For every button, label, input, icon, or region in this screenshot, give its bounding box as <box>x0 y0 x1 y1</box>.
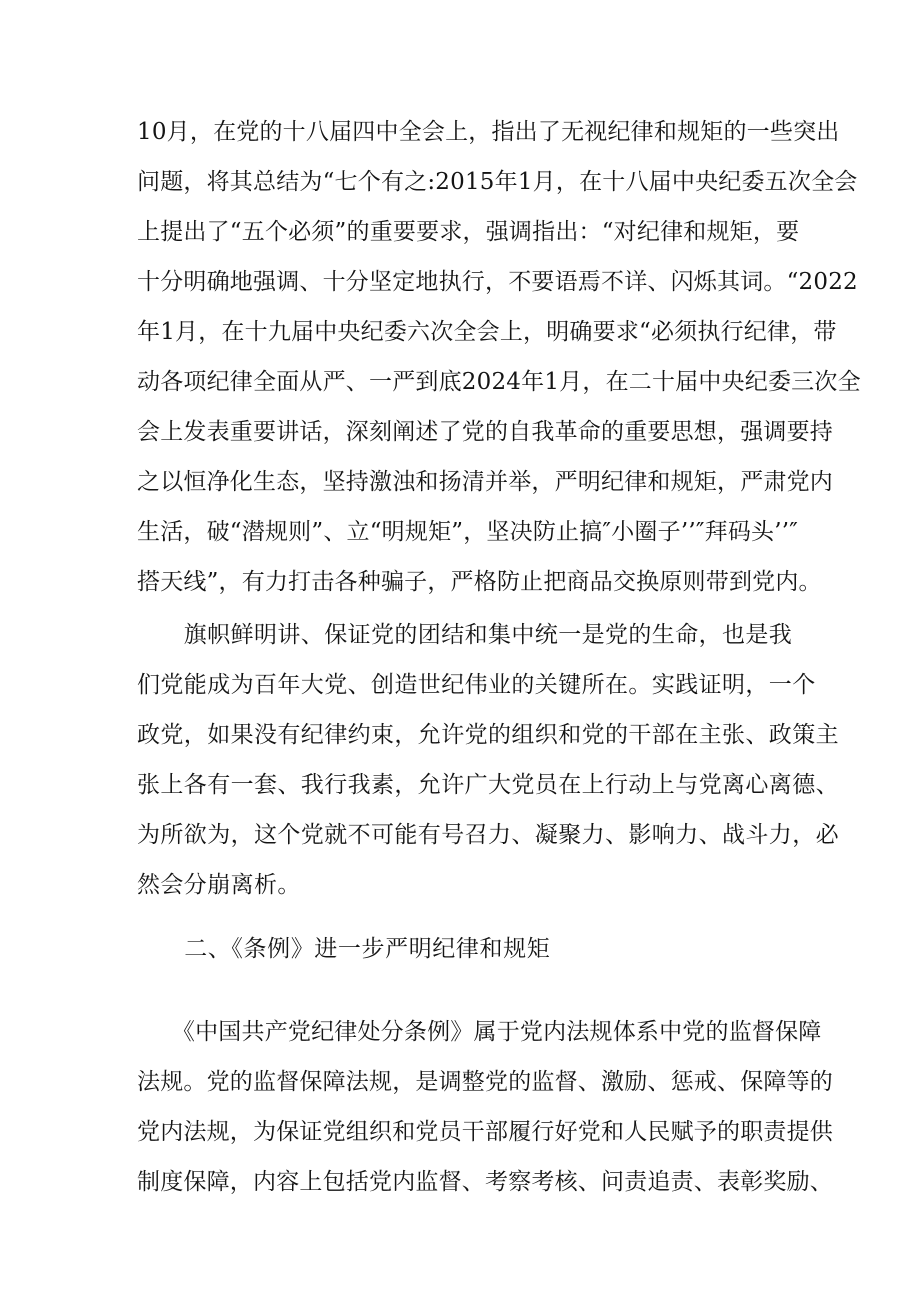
paragraph-party-unity <box>137 610 839 910</box>
text-line: 然会分崩离析。 <box>137 872 301 898</box>
text-line: 上提出了“五个必须”的重要要求，强调指出：“对纪律和规矩，要 <box>137 219 800 245</box>
text-line: 之以恒净化生态，坚持激浊和扬清并举，严明纪律和规矩，严肃党内 <box>137 469 833 495</box>
text-line: 张上各有一套、我行我素，允许广大党员在上行动上与党离心离德、 <box>137 772 839 798</box>
paragraph-regulations <box>137 1007 833 1207</box>
text-line: 法规。党的监督保障法规，是调整党的监督、激励、惩戒、保障等的 <box>137 1069 833 1095</box>
text-line: 制度保障，内容上包括党内监督、考察考核、问责追责、表彰奖励、 <box>137 1169 833 1195</box>
section-heading <box>137 924 797 974</box>
text-line: 搭天线”，有力打击各种骗子，严格防止把商品交换原则带到党内。 <box>137 569 822 595</box>
text-line: 10月，在党的十八届四中全会上，指出了无视纪律和规矩的一些突出 <box>137 119 840 145</box>
paragraph-party-discipline-history <box>137 107 861 607</box>
text-line: 党内法规，为保证党组织和党员干部履行好党和人民赋予的职责提供 <box>137 1119 833 1145</box>
text-line: 会上发表重要讲话，深刻阐述了党的自我革命的重要思想，强调要持 <box>137 419 833 445</box>
text-line: 年1月，在十九届中央纪委六次全会上，明确要求“必须执行纪律，带 <box>137 319 837 345</box>
text-line: 十分明确地强调、十分坚定地执行，不要语焉不详、闪烁其词。“2022 <box>137 269 858 295</box>
text-line: 动各项纪律全面从严、一严到底2024年1月，在二十届中央纪委三次全 <box>137 369 861 395</box>
text-line: 问题，将其总结为“七个有之:2015年1月，在十八届中央纪委五次全会 <box>137 169 858 195</box>
heading-line: 二、《条例》进一步严明纪律和规矩 <box>137 936 551 962</box>
text-line: 为所欲为，这个党就不可能有号召力、凝聚力、影响力、战斗力，必 <box>137 822 839 848</box>
text-line: 生活，破“潜规则”、立“明规矩”，坚决防止搞″小圈子’’″拜码头’’″ <box>137 519 799 545</box>
text-line: 《中国共产党纪律处分条例》属于党内法规体系中党的监督保障 <box>137 1019 822 1045</box>
text-line: 们党能成为百年大党、创造世纪伟业的关键所在。实践证明，一个 <box>137 672 816 698</box>
text-line: 旗帜鲜明讲、保证党的团结和集中统一是党的生命，也是我 <box>137 622 793 648</box>
text-line: 政党，如果没有纪律约束，允许党的组织和党的干部在主张、政策主 <box>137 722 839 748</box>
